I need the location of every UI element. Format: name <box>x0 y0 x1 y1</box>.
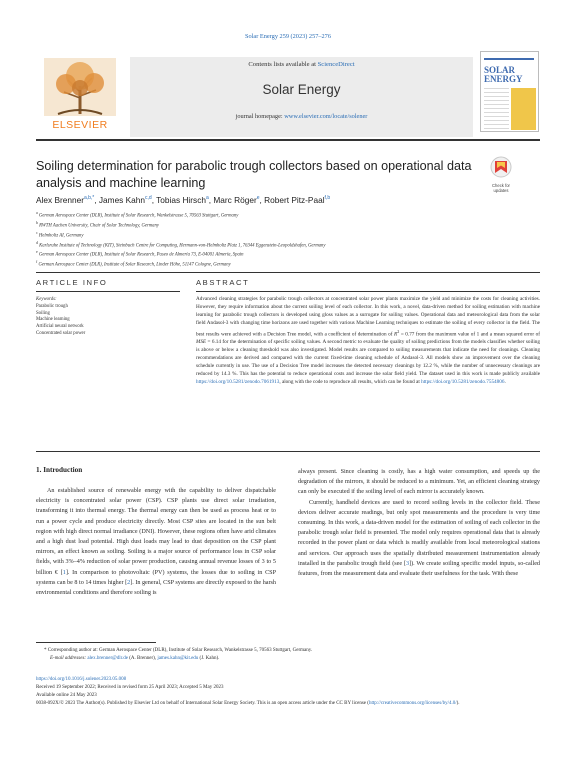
cover-title-line-1: SOLAR <box>484 65 516 75</box>
elsevier-wordmark: ELSEVIER <box>52 119 108 131</box>
affiliation-item: $^c$ Helmholtz AI, Germany <box>36 230 84 239</box>
abstract-text: Advanced cleaning strategies for parabolic trough collectors at concentrated solar power plants maximize the yield and minimize the costs for cleaning activities. However, they require information about the current soiling level of each collector. In this work, a novel, data-driven method for soiling estimation with machine learning for parabolic trough collectors is developed using gloss values as a surrogate for soiling values. Operational data and meteorological data from the solar field Andasol-3 with changing time horizons are used together with various Machine Learning techniques to estimate the soiling of every collector in the field. The best results were achieved with a Decision Tree model, with a coefficient of determination of $R^2 = 0.77$ from the maximum value of 1 and a mean squared error of MSE = 6.14 for the determination of specific soiling values. A second metric to evaluate the quality of soiling predictions from the models classifies whether soiling is above or below a cleaning threshold was also investigated. Model results are compared to soiling measurements that indicate the need for cleanings. Cleaning recommendations are derived and compared with the current fixed-time cleaning schedule of Andasol-3. All models show an improvement over the cleaning schedule currently in use. The use of a Decision Tree model increases the detected necessary cleanings by 12.2 %, while the number of unnecessary cleanings are reduced by 14.3 %. This has the potential to reduce operational costs and increase the solar field yield. The dataset used in this work is made publicly available https://doi.org/10.5281/zenodo.7061913, along with the code to reproduce all results, which can be found at https://doi.org/10.5281/zenodo.7554806. <box>196 296 540 385</box>
author-affiliation-marker[interactable]: a,b,* <box>83 195 95 202</box>
citation-link[interactable]: 3 <box>406 560 410 567</box>
cover-image-panel <box>511 88 536 130</box>
citation-link[interactable]: 1 <box>62 569 66 576</box>
received-dates: Received 19 September 2022; Received in revised form 25 April 2023; Accepted 5 May 2023 <box>36 685 224 691</box>
license-link[interactable]: http://creativecommons.org/licenses/by/4.0/ <box>368 701 457 707</box>
footnotes <box>36 647 540 663</box>
journal-header-box <box>130 57 473 137</box>
author-name[interactable]: James Kahn <box>98 195 146 205</box>
body-column-left <box>36 486 276 598</box>
publication-info <box>36 676 540 708</box>
author-name[interactable]: Marc Röger <box>213 195 257 205</box>
article-info-heading: ARTICLE INFO <box>36 278 108 287</box>
homepage-link[interactable]: www.elsevier.com/locate/solener <box>284 113 368 120</box>
affiliation-item: $^e$ German Aerospace Center (DLR), Institute of Solar Research, Paseo de Almería 73, E-04001 Almería, Spain <box>36 250 244 258</box>
updates-bookmark-icon <box>484 156 518 178</box>
keyword-item: Machine learning <box>36 317 70 323</box>
author-name[interactable]: Alex Brenner <box>36 195 84 205</box>
author-affiliation-marker[interactable]: c,d <box>145 195 152 202</box>
abstract-heading: ABSTRACT <box>196 278 250 287</box>
elsevier-logo <box>38 56 122 136</box>
updates-label-1: Check for <box>492 183 510 188</box>
author-name[interactable]: Robert Pitz-Paal <box>264 195 325 205</box>
paragraph: always present. Since cleaning is costly, has a high water consumption, and speeds up the degradation of the mirrors, it should be reduced to a minimum. Yet, an efficient cleaning strategy can only be executed if the soiling level of each mirror is accurately known. <box>298 469 540 496</box>
author-affiliation-marker[interactable]: e <box>256 195 260 202</box>
corresponding-author-note: * Corresponding author at: German Aerospace Center (DLR), Institute of Solar Research, Wankelstrasse 5, 70563 Stuttgart, Germany. <box>44 648 313 653</box>
keyword-item: Parabolic trough <box>36 303 68 309</box>
copyright-notice: 0038-092X/© 2023 The Author(s). Published by Elsevier Ltd on behalf of International Solar Energy Society. This is an open access article under the CC BY license (http://creativecommons.org/licenses/by/4.0/). <box>36 701 460 707</box>
dataset-link[interactable]: https://doi.org/10.5281/zenodo.7061913 <box>196 378 280 385</box>
affiliation-item: $^d$ Karlsruhe Institute of Technology (KIT), Steinbuch Centre for Computing, Hermann-von-Helmholtz Platz 1, 76344 Eggenstein-Leopoldshafen, Germany <box>36 240 326 249</box>
citation-link[interactable]: 2 <box>127 579 131 586</box>
author-affiliation-marker[interactable]: f,b <box>324 195 331 202</box>
author-name[interactable]: Tobias Hirsch <box>156 195 206 205</box>
author-list: Alex Brenner$^{a,b,*}$, James Kahn$^{c,d}$, Tobias Hirsch$^a$, Marc Röger$^e$, Robert Pitz-Paal$^{f,b}$ <box>36 195 331 205</box>
keywords-label: Keywords: <box>36 297 57 302</box>
available-online: Available online 24 May 2023 <box>36 693 97 699</box>
doi-link[interactable]: https://doi.org/10.1016/j.solener.2023.05.008 <box>36 677 127 682</box>
article-info-rule <box>36 291 180 292</box>
header-rule <box>36 139 540 141</box>
cover-top-bar <box>484 58 534 60</box>
journal-cover-thumbnail[interactable] <box>480 51 539 132</box>
introduction-heading: 1. Introduction <box>36 466 83 474</box>
keyword-item: Artificial neural network <box>36 324 84 330</box>
contents-available: Contents lists available at ScienceDirect <box>248 61 355 68</box>
paragraph: An established source of renewable energy with the capability to deliver dispatchable electricity is concentrated solar power (CSP). CSP plants use direct solar irradiation, transforming it into thermal energy. The thermal energy can then be used as process heat or to run a power cycle and produce electricity directly. Most CSP sites are located in the sun belt region with high direct normal irradiance (DNI). However, these regions often have arid climates and a high dust load potential. High dust loads may lead to dust deposition on the CSP plant mirrors, an effect known as soiling. Soiling is a major source of performance loss in CSP solar fields, with 3%–4% reduction of solar power production, causing annual revenue losses of 3 to 5 billion € [1]. In comparison to photovoltaic (PV) systems, the losses due to soiling in CSP systems can be 8 to 14 times higher [2]. In general, CSP systems are directly exposed to the harsh environmental conditions and therefore soiling is <box>36 488 277 597</box>
journal-title: Solar Energy <box>262 82 341 97</box>
email-link[interactable]: james.kahn@kit.edu <box>157 656 199 662</box>
email-note: E-mail addresses: alex.brenner@dlr.de (A. Brenner), james.kahn@kit.edu (J. Kahn). <box>50 656 220 662</box>
body-column-right <box>298 467 540 579</box>
abstract-end-rule <box>36 451 540 452</box>
paragraph: Currently, handheld devices are used to record soiling levels in the collector field. These devices deliver accurate readings, but only spot measurements and the procedure is very time consuming. In this work, a data-driven model for the estimation of soiling of each collector in the parabolic trough solar field is presented. The model only requires operational data that is already recorded in the power plant or data which is readily available from local meteorological stations and services. Our approach uses the spatially distributed measurement instrumentation already installed in the parabolic trough field (see [3]). We create soiling specific model inputs, so-called features, from the measurement data and evaluate their usefulness for the task. With these <box>298 499 540 578</box>
article-title: Soiling determination for parabolic trough collectors based on operational data analysis and machine learning <box>36 159 472 190</box>
affiliation-list <box>36 210 540 269</box>
updates-label-2: updates <box>493 188 509 193</box>
email-link[interactable]: alex.brenner@dlr.de <box>87 656 129 662</box>
footnote-rule <box>36 642 156 643</box>
journal-reference[interactable]: Solar Energy 259 (2023) 257–276 <box>245 33 331 40</box>
affiliation-item: $^f$ German Aerospace Center (DLR), Institute of Solar Research, Linder Höhe, 51147 Cologne, Germany <box>36 260 231 268</box>
author-affiliation-marker[interactable]: a <box>205 195 209 202</box>
abstract-rule <box>196 291 540 292</box>
journal-homepage: journal homepage: www.elsevier.com/locate/solener <box>235 113 368 120</box>
affiliation-item: $^a$ German Aerospace Center (DLR), Institute of Solar Research, Wankelstrasse 5, 70563 Stuttgart, Germany <box>36 211 239 219</box>
keyword-item: Concentrated solar power <box>36 330 86 336</box>
cover-text-lines <box>484 88 509 130</box>
affiliation-item: $^b$ RWTH Aachen University, Chair of Solar Technology, Germany <box>36 220 159 229</box>
check-for-updates-badge[interactable] <box>484 156 518 193</box>
keywords-block <box>36 297 186 338</box>
cover-title-line-2: ENERGY <box>484 74 523 84</box>
keyword-item: Soiling <box>36 310 50 316</box>
sciencedirect-link[interactable]: ScienceDirect <box>317 61 355 68</box>
section-rule <box>36 272 540 273</box>
code-link[interactable]: https://doi.org/10.5281/zenodo.7554806 <box>421 378 505 385</box>
